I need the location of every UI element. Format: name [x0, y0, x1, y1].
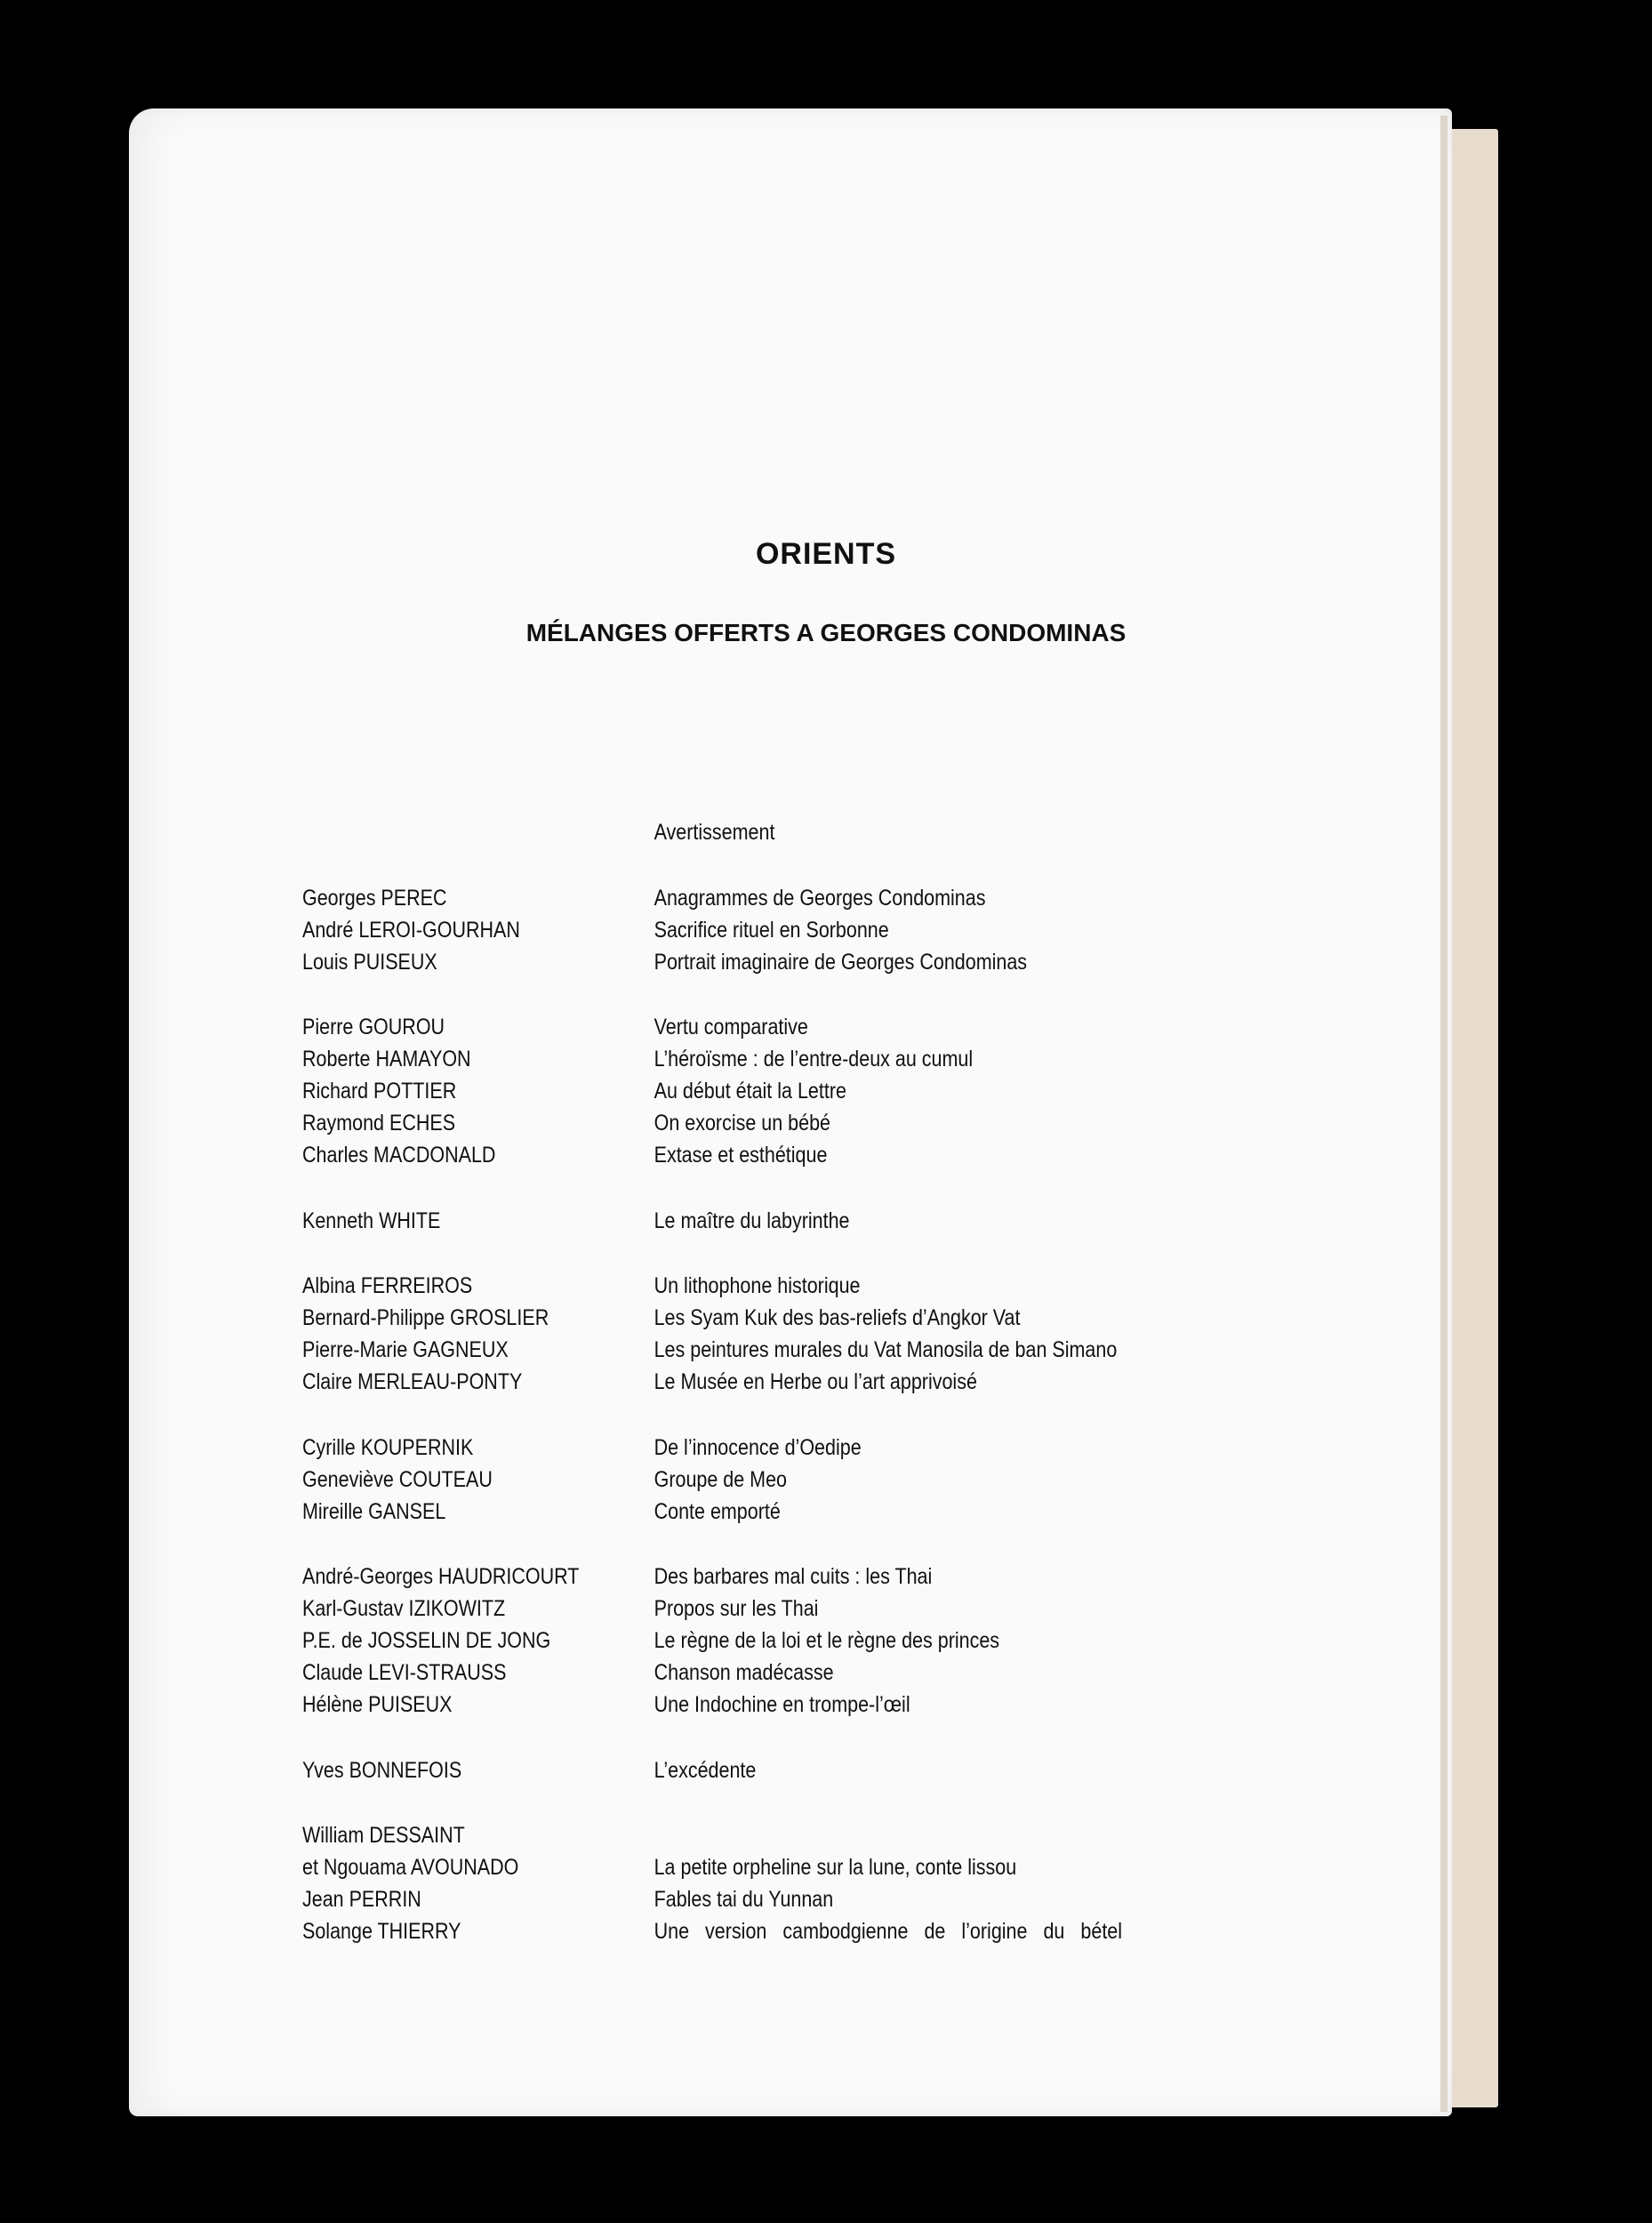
toc-author: Kenneth WHITE	[302, 1208, 441, 1233]
toc-author: Charles MACDONALD	[302, 1143, 496, 1168]
toc-author: Albina FERREIROS	[302, 1273, 473, 1298]
toc-group	[302, 1754, 1097, 1786]
toc-entry	[302, 816, 1097, 848]
toc-entry	[302, 1011, 1097, 1043]
toc-title: Au début était la Lettre	[654, 1079, 846, 1103]
toc-author: Solange THIERRY	[302, 1919, 461, 1944]
toc-title: On exorcise un bébé	[654, 1111, 831, 1136]
toc-entry	[302, 1689, 1097, 1721]
table-of-contents	[302, 816, 1123, 1981]
toc-group	[302, 1432, 1097, 1528]
toc-title: Un lithophone historique	[654, 1273, 861, 1298]
toc-entry	[302, 1819, 1097, 1851]
page-subtitle: MÉLANGES OFFERTS A GEORGES CONDOMINAS	[525, 619, 1127, 646]
toc-title: Avertissement	[654, 820, 775, 845]
toc-title: Une Indochine en trompe-l’œil	[654, 1692, 910, 1717]
toc-entry	[302, 882, 1097, 914]
toc-entry	[302, 1915, 1123, 1947]
page-title: ORIENTS	[755, 537, 897, 571]
toc-author: Claire MERLEAU-PONTY	[302, 1369, 523, 1394]
toc-group	[302, 816, 1097, 848]
toc-title: Les Syam Kuk des bas-reliefs d’Angkor Vat	[654, 1305, 1021, 1330]
toc-title: Le Musée en Herbe ou l’art apprivoisé	[654, 1369, 977, 1394]
toc-title: La petite orpheline sur la lune, conte lissou	[654, 1855, 1017, 1880]
toc-title: Le règne de la loi et le règne des princes	[654, 1628, 1000, 1653]
toc-entry	[302, 1075, 1097, 1107]
toc-title: Des barbares mal cuits : les Thai	[654, 1564, 933, 1589]
toc-title: Anagrammes de Georges Condominas	[654, 885, 986, 911]
toc-author: André-Georges HAUDRICOURT	[302, 1564, 580, 1589]
toc-entry	[302, 1754, 1097, 1786]
toc-author: Geneviève COUTEAU	[302, 1466, 493, 1492]
toc-author: Bernard-Philippe GROSLIER	[302, 1305, 549, 1330]
toc-title: Conte emporté	[654, 1498, 781, 1524]
page-edge	[1440, 116, 1448, 2112]
toc-author: William DESSAINT	[302, 1823, 465, 1848]
toc-title: Extase et esthétique	[654, 1143, 828, 1168]
toc-entry	[302, 914, 1097, 946]
toc-title: Fables tai du Yunnan	[654, 1887, 834, 1912]
toc-entry	[302, 1883, 1097, 1915]
toc-title: Une version cambodgienne de l’origine du bétel	[654, 1919, 1123, 1944]
toc-author: Georges PEREC	[302, 885, 447, 911]
toc-title: De l’innocence d’Oedipe	[654, 1434, 862, 1460]
toc-entry	[302, 1464, 1097, 1496]
toc-group	[302, 882, 1097, 978]
toc-title: L’héroïsme : de l’entre-deux au cumul	[654, 1047, 974, 1071]
toc-author: Hélène PUISEUX	[302, 1692, 453, 1717]
toc-author: Pierre-Marie GAGNEUX	[302, 1337, 509, 1362]
toc-author: Jean PERRIN	[302, 1887, 421, 1912]
toc-author: P.E. de JOSSELIN DE JONG	[302, 1628, 551, 1653]
toc-author: André LEROI-GOURHAN	[302, 917, 520, 943]
toc-author: et Ngouama AVOUNADO	[302, 1855, 519, 1880]
toc-entry	[302, 1851, 1097, 1883]
toc-title: L’excédente	[654, 1757, 757, 1783]
toc-group	[302, 1205, 1097, 1237]
toc-title: Le maître du labyrinthe	[654, 1208, 850, 1233]
toc-author: Claude LEVI-STRAUSS	[302, 1660, 507, 1685]
toc-entry	[302, 1625, 1097, 1657]
toc-entry	[302, 1043, 1097, 1075]
toc-group	[302, 1011, 1097, 1171]
toc-author: Mireille GANSEL	[302, 1498, 446, 1524]
toc-entry	[302, 1302, 1097, 1334]
toc-title: Les peintures murales du Vat Manosila de ban Simano	[654, 1337, 1118, 1362]
toc-entry	[302, 1593, 1097, 1625]
toc-group	[302, 1270, 1118, 1398]
toc-title: Vertu comparative	[654, 1015, 808, 1039]
toc-title: Propos sur les Thai	[654, 1596, 819, 1621]
toc-author: Raymond ECHES	[302, 1111, 456, 1136]
toc-entry	[302, 1205, 1097, 1237]
toc-entry	[302, 1139, 1097, 1171]
toc-entry	[302, 1334, 1118, 1366]
toc-entry	[302, 946, 1097, 978]
toc-entry	[302, 1432, 1097, 1464]
toc-author: Karl-Gustav IZIKOWITZ	[302, 1596, 506, 1621]
toc-title: Sacrifice rituel en Sorbonne	[654, 917, 889, 943]
toc-entry	[302, 1657, 1097, 1689]
toc-entry	[302, 1496, 1097, 1528]
toc-title: Portrait imaginaire de Georges Condominas	[654, 949, 1028, 975]
toc-author: Cyrille KOUPERNIK	[302, 1434, 474, 1460]
toc-author: Louis PUISEUX	[302, 949, 437, 975]
toc-entry	[302, 1107, 1097, 1139]
toc-author: Richard POTTIER	[302, 1079, 457, 1103]
toc-title: Chanson madécasse	[654, 1660, 834, 1685]
toc-group	[302, 1819, 1123, 1947]
toc-author: Roberte HAMAYON	[302, 1047, 471, 1071]
toc-title: Groupe de Meo	[654, 1466, 787, 1492]
toc-group	[302, 1561, 1097, 1721]
toc-entry	[302, 1561, 1097, 1593]
toc-author: Yves BONNEFOIS	[302, 1757, 462, 1783]
toc-entry	[302, 1366, 1097, 1398]
toc-entry	[302, 1270, 1097, 1302]
toc-author: Pierre GOUROU	[302, 1015, 445, 1039]
